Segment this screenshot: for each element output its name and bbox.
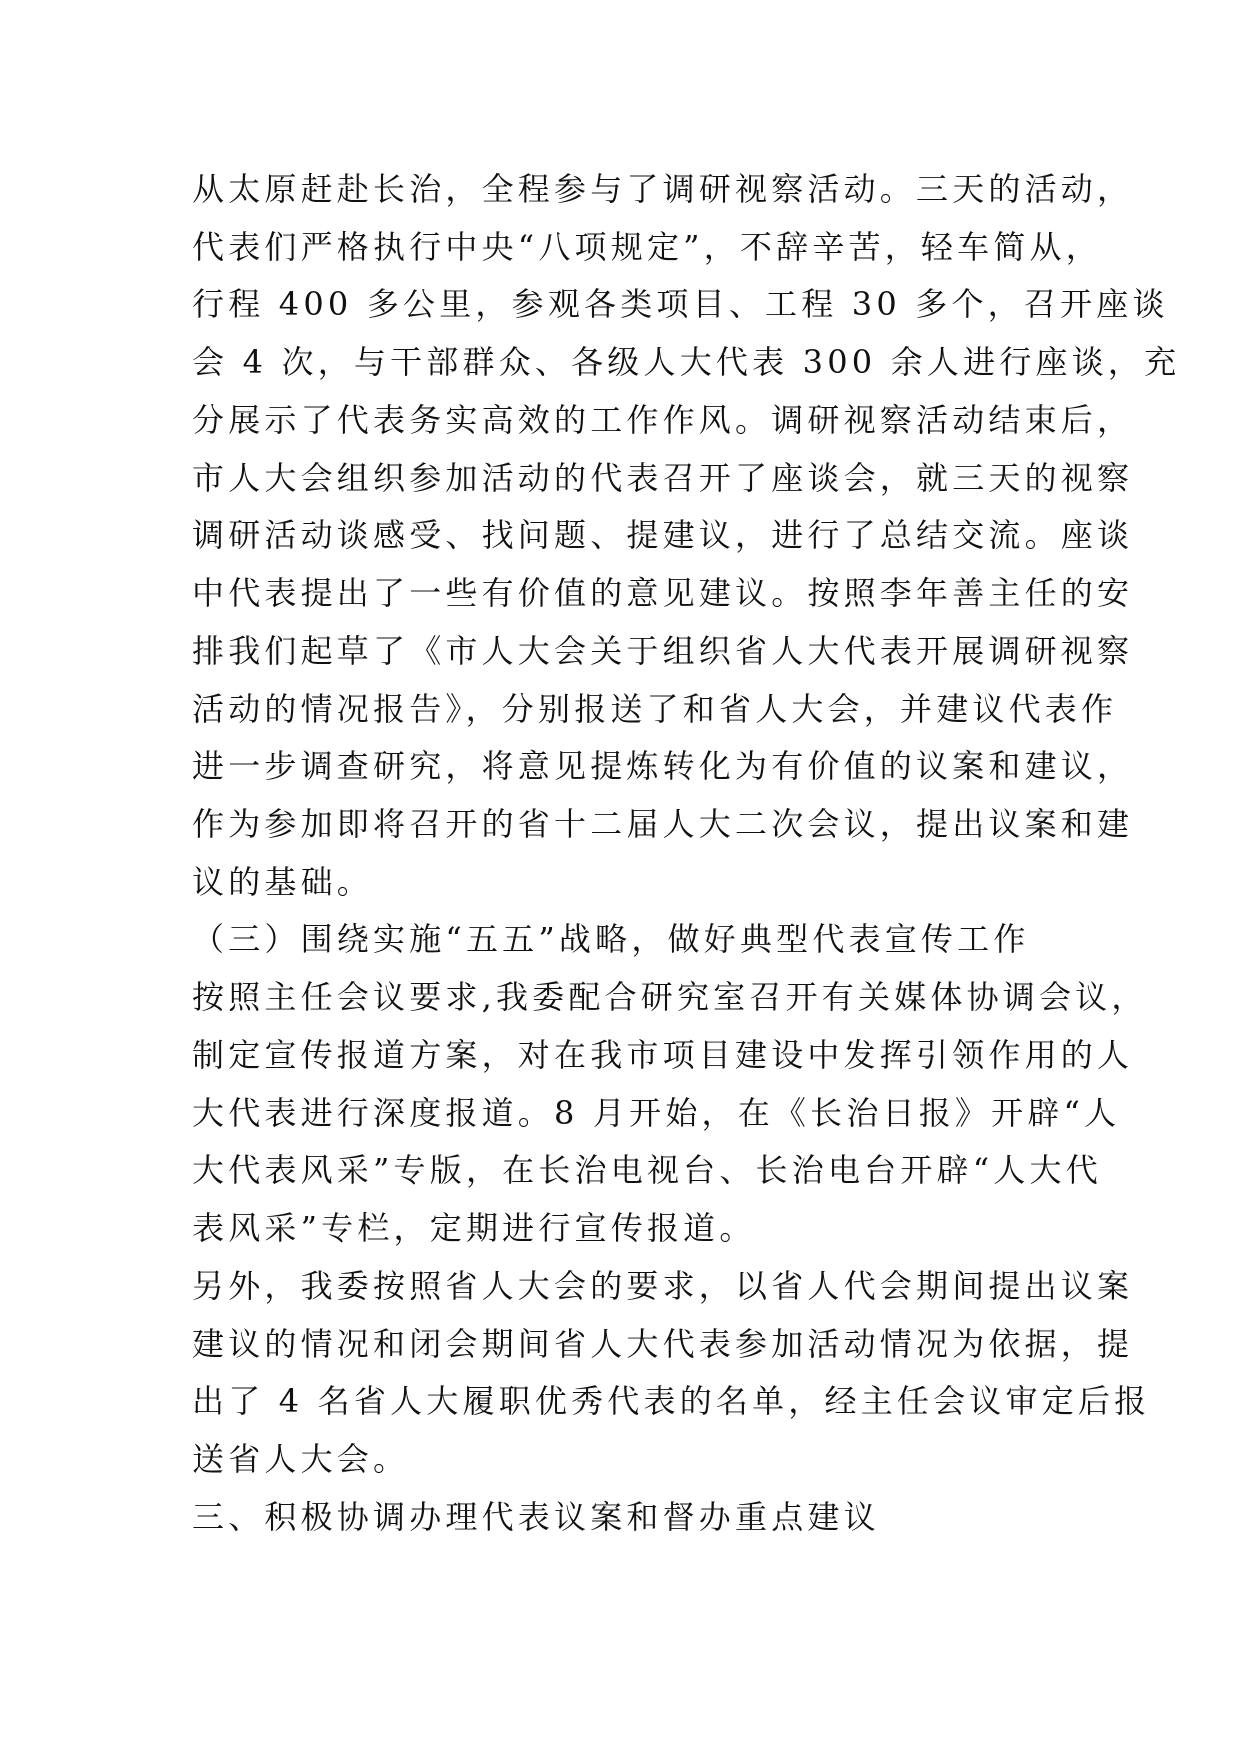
text-line: 建议的情况和闭会期间省人大代表参加活动情况为依据，提: [192, 1325, 1134, 1363]
text-line: 会 4 次，与干部群众、各级人大代表 300 余人进行座谈，充: [192, 343, 1181, 381]
text-line: 市人大会组织参加活动的代表召开了座谈会，就三天的视察: [192, 459, 1134, 497]
text-line: 制定宣传报道方案，对在我市项目建设中发挥引领作用的人: [192, 1036, 1134, 1074]
section-subheading: （三）围绕实施“五五”战略，做好典型代表宣传工作: [192, 920, 1030, 958]
text-line: 从太原赶赴长治，全程参与了调研视察活动。三天的活动，: [192, 170, 1134, 208]
text-line: 中代表提出了一些有价值的意见建议。按照李年善主任的安: [192, 574, 1134, 612]
section-heading: 三、积极协调办理代表议案和督办重点建议: [192, 1498, 880, 1536]
text-line: 大代表进行深度报道。8 月开始，在《长治日报》开辟“人: [192, 1094, 1121, 1132]
text-line: 大代表风采”专版，在长治电视台、长治电台开辟“人大代: [192, 1151, 1102, 1189]
text-line: 作为参加即将召开的省十二届人大二次会议，提出议案和建: [192, 805, 1134, 843]
text-line: 议的基础。: [192, 863, 374, 901]
text-line: 代表们严格执行中央“八项规定”，不辞辛苦，轻车简从，: [192, 228, 1102, 266]
text-line: 表风采”专栏，定期进行宣传报道。: [192, 1209, 756, 1247]
text-line: 另外，我委按照省人大会的要求，以省人代会期间提出议案: [192, 1267, 1134, 1305]
text-line: 排我们起草了《市人大会关于组织省人大代表开展调研视察: [192, 632, 1134, 670]
text-line: 按照主任会议要求,我委配合研究室召开有关媒体协调会议，: [192, 978, 1148, 1016]
text-line: 出了 4 名省人大履职优秀代表的名单，经主任会议审定后报: [192, 1382, 1151, 1420]
text-line: 送省人大会。: [192, 1440, 410, 1478]
text-line: 行程 400 多公里，参观各类项目、工程 30 多个，召开座谈: [192, 285, 1169, 323]
text-line: 调研活动谈感受、找问题、提建议，进行了总结交流。座谈: [192, 516, 1134, 554]
text-line: 分展示了代表务实高效的工作作风。调研视察活动结束后，: [192, 401, 1134, 439]
text-line: 进一步调查研究，将意见提炼转化为有价值的议案和建议，: [192, 747, 1134, 785]
text-line: 活动的情况报告》，分别报送了和省人大会，并建议代表作: [192, 690, 1118, 728]
